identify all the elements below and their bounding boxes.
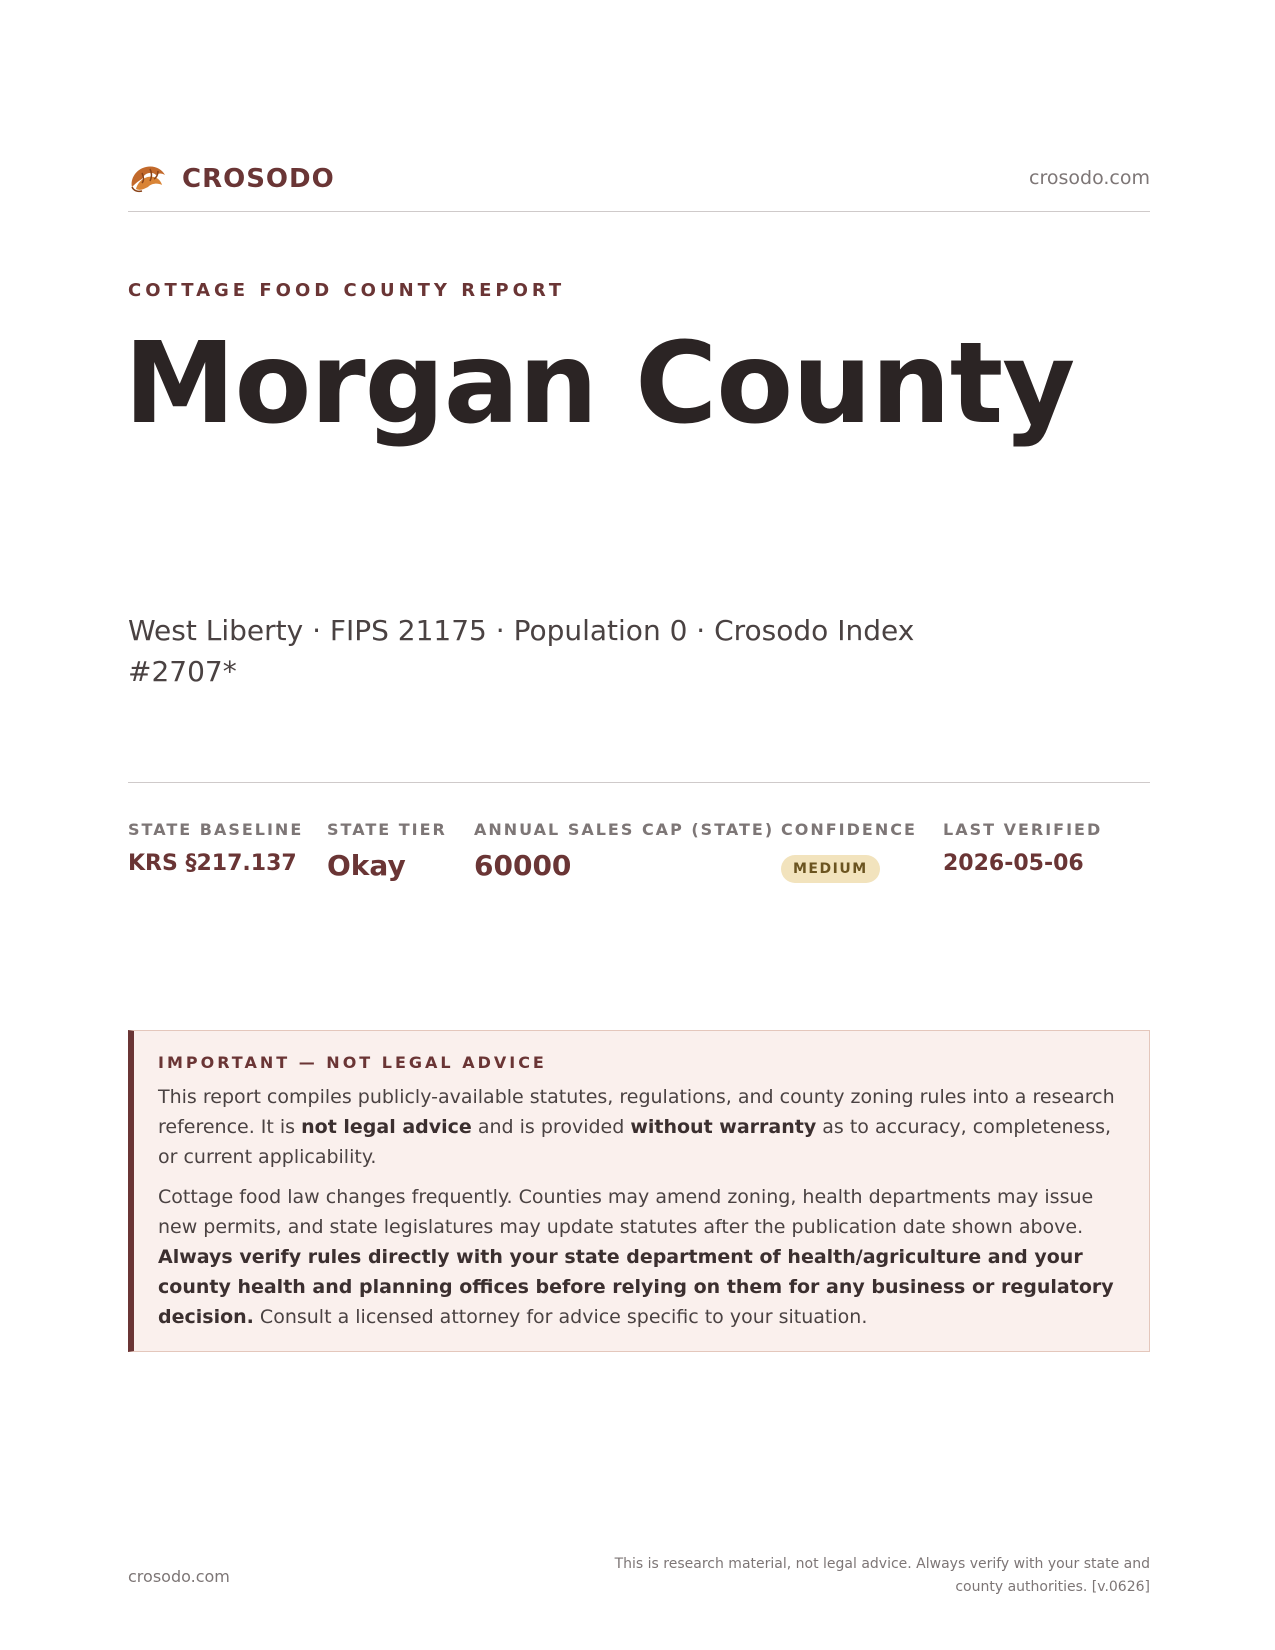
stat-annual-sales-cap <box>474 820 774 882</box>
stat-value: KRS §217.137 <box>128 851 297 876</box>
stat-confidence <box>781 820 917 883</box>
stat-label: LAST VERIFIED <box>943 820 1103 839</box>
notice-text: and is provided <box>471 1116 631 1138</box>
divider <box>128 782 1150 783</box>
site-url[interactable]: crosodo.com <box>1029 167 1150 189</box>
notice-emphasis: not legal advice <box>301 1116 472 1138</box>
footer-site-url[interactable]: crosodo.com <box>128 1567 230 1586</box>
croissant-icon <box>128 161 168 197</box>
notice-emphasis: without warranty <box>630 1116 817 1138</box>
stat-value: 2026-05-06 <box>943 851 1084 876</box>
notice-paragraph <box>158 1082 1125 1172</box>
brand-name: CROSODO <box>182 164 335 194</box>
legal-notice <box>128 1030 1150 1352</box>
confidence-badge: MEDIUM <box>781 855 880 883</box>
stat-label: STATE TIER <box>327 820 447 839</box>
report-eyebrow: COTTAGE FOOD COUNTY REPORT <box>128 280 566 301</box>
stat-label: STATE BASELINE <box>128 820 304 839</box>
stat-value: 60000 <box>474 849 572 882</box>
stat-state-baseline <box>128 820 303 876</box>
page-title: Morgan County <box>124 319 1075 449</box>
stat-label: CONFIDENCE <box>781 820 917 839</box>
stat-label: ANNUAL SALES CAP (STATE) <box>474 820 775 839</box>
county-subtitle: West Liberty · FIPS 21175 · Population 0 · Crosodo Index #2707* <box>128 614 915 688</box>
notice-text: as to accuracy, completeness, or current applicability. <box>158 1116 1112 1168</box>
stat-state-tier <box>327 820 447 882</box>
brand[interactable] <box>128 161 335 197</box>
notice-emphasis: Always verify rules directly with your state department of health/agriculture and your county health and planning offices before relying on them for any business or regulatory decision. <box>158 1246 1114 1328</box>
page-header <box>128 155 1150 212</box>
stat-last-verified <box>943 820 1102 876</box>
notice-heading: IMPORTANT — NOT LEGAL ADVICE <box>158 1053 547 1072</box>
stat-value: Okay <box>327 849 406 882</box>
footer-disclaimer: This is research material, not legal advice. Always verify with your state and county authorities. [v.0626] <box>614 1556 1150 1595</box>
notice-text: Consult a licensed attorney for advice specific to your situation. <box>253 1306 868 1328</box>
notice-paragraph <box>158 1182 1125 1332</box>
notice-text: This report compiles publicly-available statutes, regulations, and county zoning rules into a research reference. It is <box>158 1086 1115 1138</box>
notice-text: Cottage food law changes frequently. Counties may amend zoning, health departments may issue new permits, and state legislatures may update statutes after the publication date shown above. <box>158 1186 1094 1238</box>
